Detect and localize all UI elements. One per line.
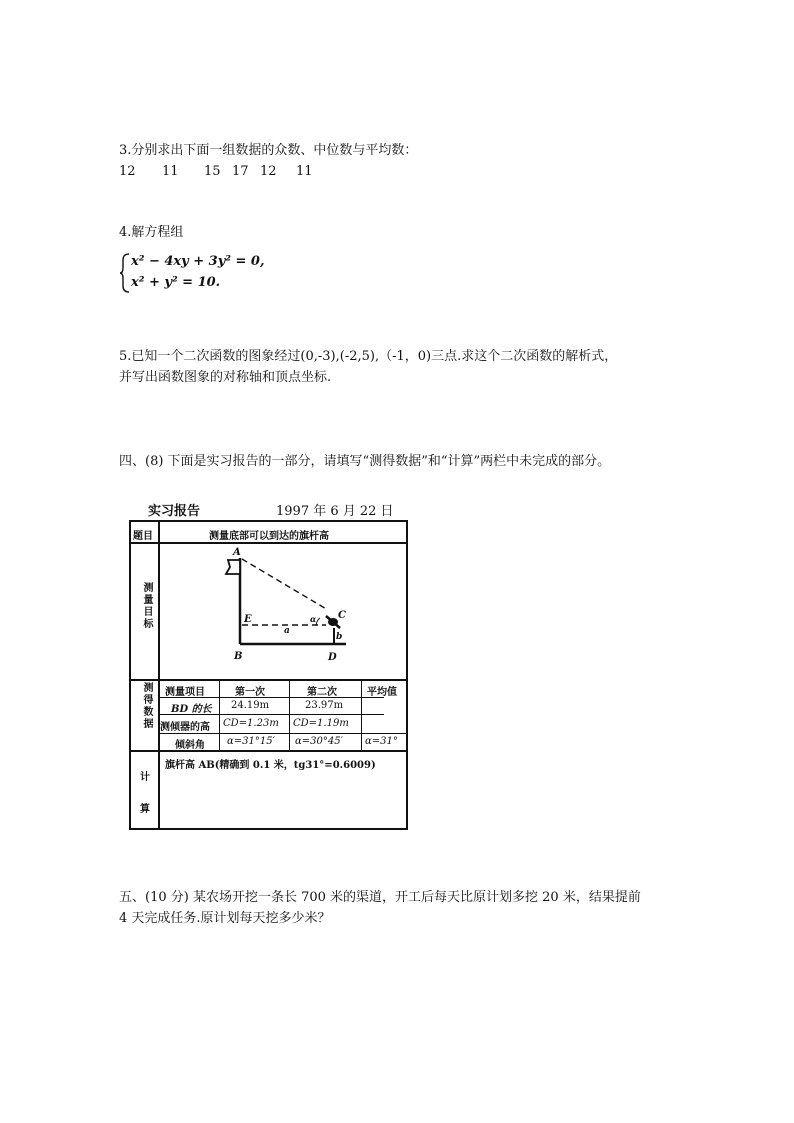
number: 12 xyxy=(119,164,136,179)
brace-icon xyxy=(119,252,131,294)
report-table xyxy=(129,520,408,830)
row-cd-label: 测倾器的高 xyxy=(160,722,210,733)
topic-label: 题目 xyxy=(133,531,153,542)
row-cd-first: CD=1.23m xyxy=(223,718,279,729)
section-four-text: 四、(8) 下面是实习报告的一部分，请填写“测得数据”和“计算”两栏中未完成的部分。 xyxy=(119,454,611,469)
label-b-point: B xyxy=(234,651,243,662)
section-five-line1: 五、(10 分) 某农场开挖一条长 700 米的渠道，开工后每天比原计划多挖 20 米，结果提前 xyxy=(119,890,641,905)
label-a-point: A xyxy=(233,547,241,558)
number: 17 xyxy=(232,164,249,179)
row-bd-second: 23.97m xyxy=(305,700,344,711)
section-five-line2: 4 天完成任务.原计划每天挖多少米？ xyxy=(119,911,331,926)
row-angle-first: α=31°15′ xyxy=(227,736,275,747)
calc-text: 旗杆高 AB(精确到 0.1 米，tg31°=0.6009) xyxy=(165,760,376,771)
number: 15 xyxy=(204,164,221,179)
report-date: 1997 年 6 月 22 日 xyxy=(276,504,394,519)
report-figure xyxy=(126,498,412,836)
header-first: 第一次 xyxy=(235,687,265,698)
q5-line1: 5.已知一个二次函数的图象经过(0,-3),(-2,5),（-1，0)三点.求这个二次函数的解析式， xyxy=(119,349,618,364)
target-label: 测量目标 xyxy=(141,582,152,630)
equation-2: x² + y² = 10. xyxy=(131,275,221,290)
equation-system xyxy=(119,252,265,292)
equation-1: x² − 4xy + 3y² = 0, xyxy=(131,254,265,269)
row-angle-label: 倾斜角 xyxy=(175,740,205,751)
label-alpha: α xyxy=(310,614,317,624)
row-bd-first: 24.19m xyxy=(231,700,270,711)
row-angle-average: α=31° xyxy=(365,736,398,747)
label-d-point: D xyxy=(328,652,337,663)
row-angle-second: α=30°45′ xyxy=(295,736,343,747)
label-b-length: b xyxy=(336,632,343,642)
label-c-point: C xyxy=(338,610,346,621)
report-title: 实习报告 xyxy=(148,504,201,519)
q3-text: 3.分别求出下面一组数据的众数、中位数与平均数： xyxy=(119,143,418,158)
q5-line2: 并写出函数图象的对称轴和顶点坐标. xyxy=(119,370,332,385)
number: 11 xyxy=(162,164,179,179)
number: 11 xyxy=(296,164,313,179)
q4-text: 4.解方程组 xyxy=(119,225,184,240)
flagpole-diagram xyxy=(160,544,406,679)
number: 12 xyxy=(260,164,277,179)
topic-value: 测量底部可以到达的旗杆高 xyxy=(209,531,329,542)
label-e-point: E xyxy=(244,614,252,625)
header-item: 测量项目 xyxy=(165,687,205,698)
calc-label-1: 计 xyxy=(140,772,150,783)
calc-label-2: 算 xyxy=(140,804,150,815)
data-label: 测得数据 xyxy=(141,682,152,730)
header-second: 第二次 xyxy=(307,687,337,698)
header-average: 平均值 xyxy=(367,687,397,698)
label-a-length: a xyxy=(284,626,290,636)
row-cd-second: CD=1.19m xyxy=(293,718,349,729)
row-bd-label: BD 的长 xyxy=(171,704,212,715)
